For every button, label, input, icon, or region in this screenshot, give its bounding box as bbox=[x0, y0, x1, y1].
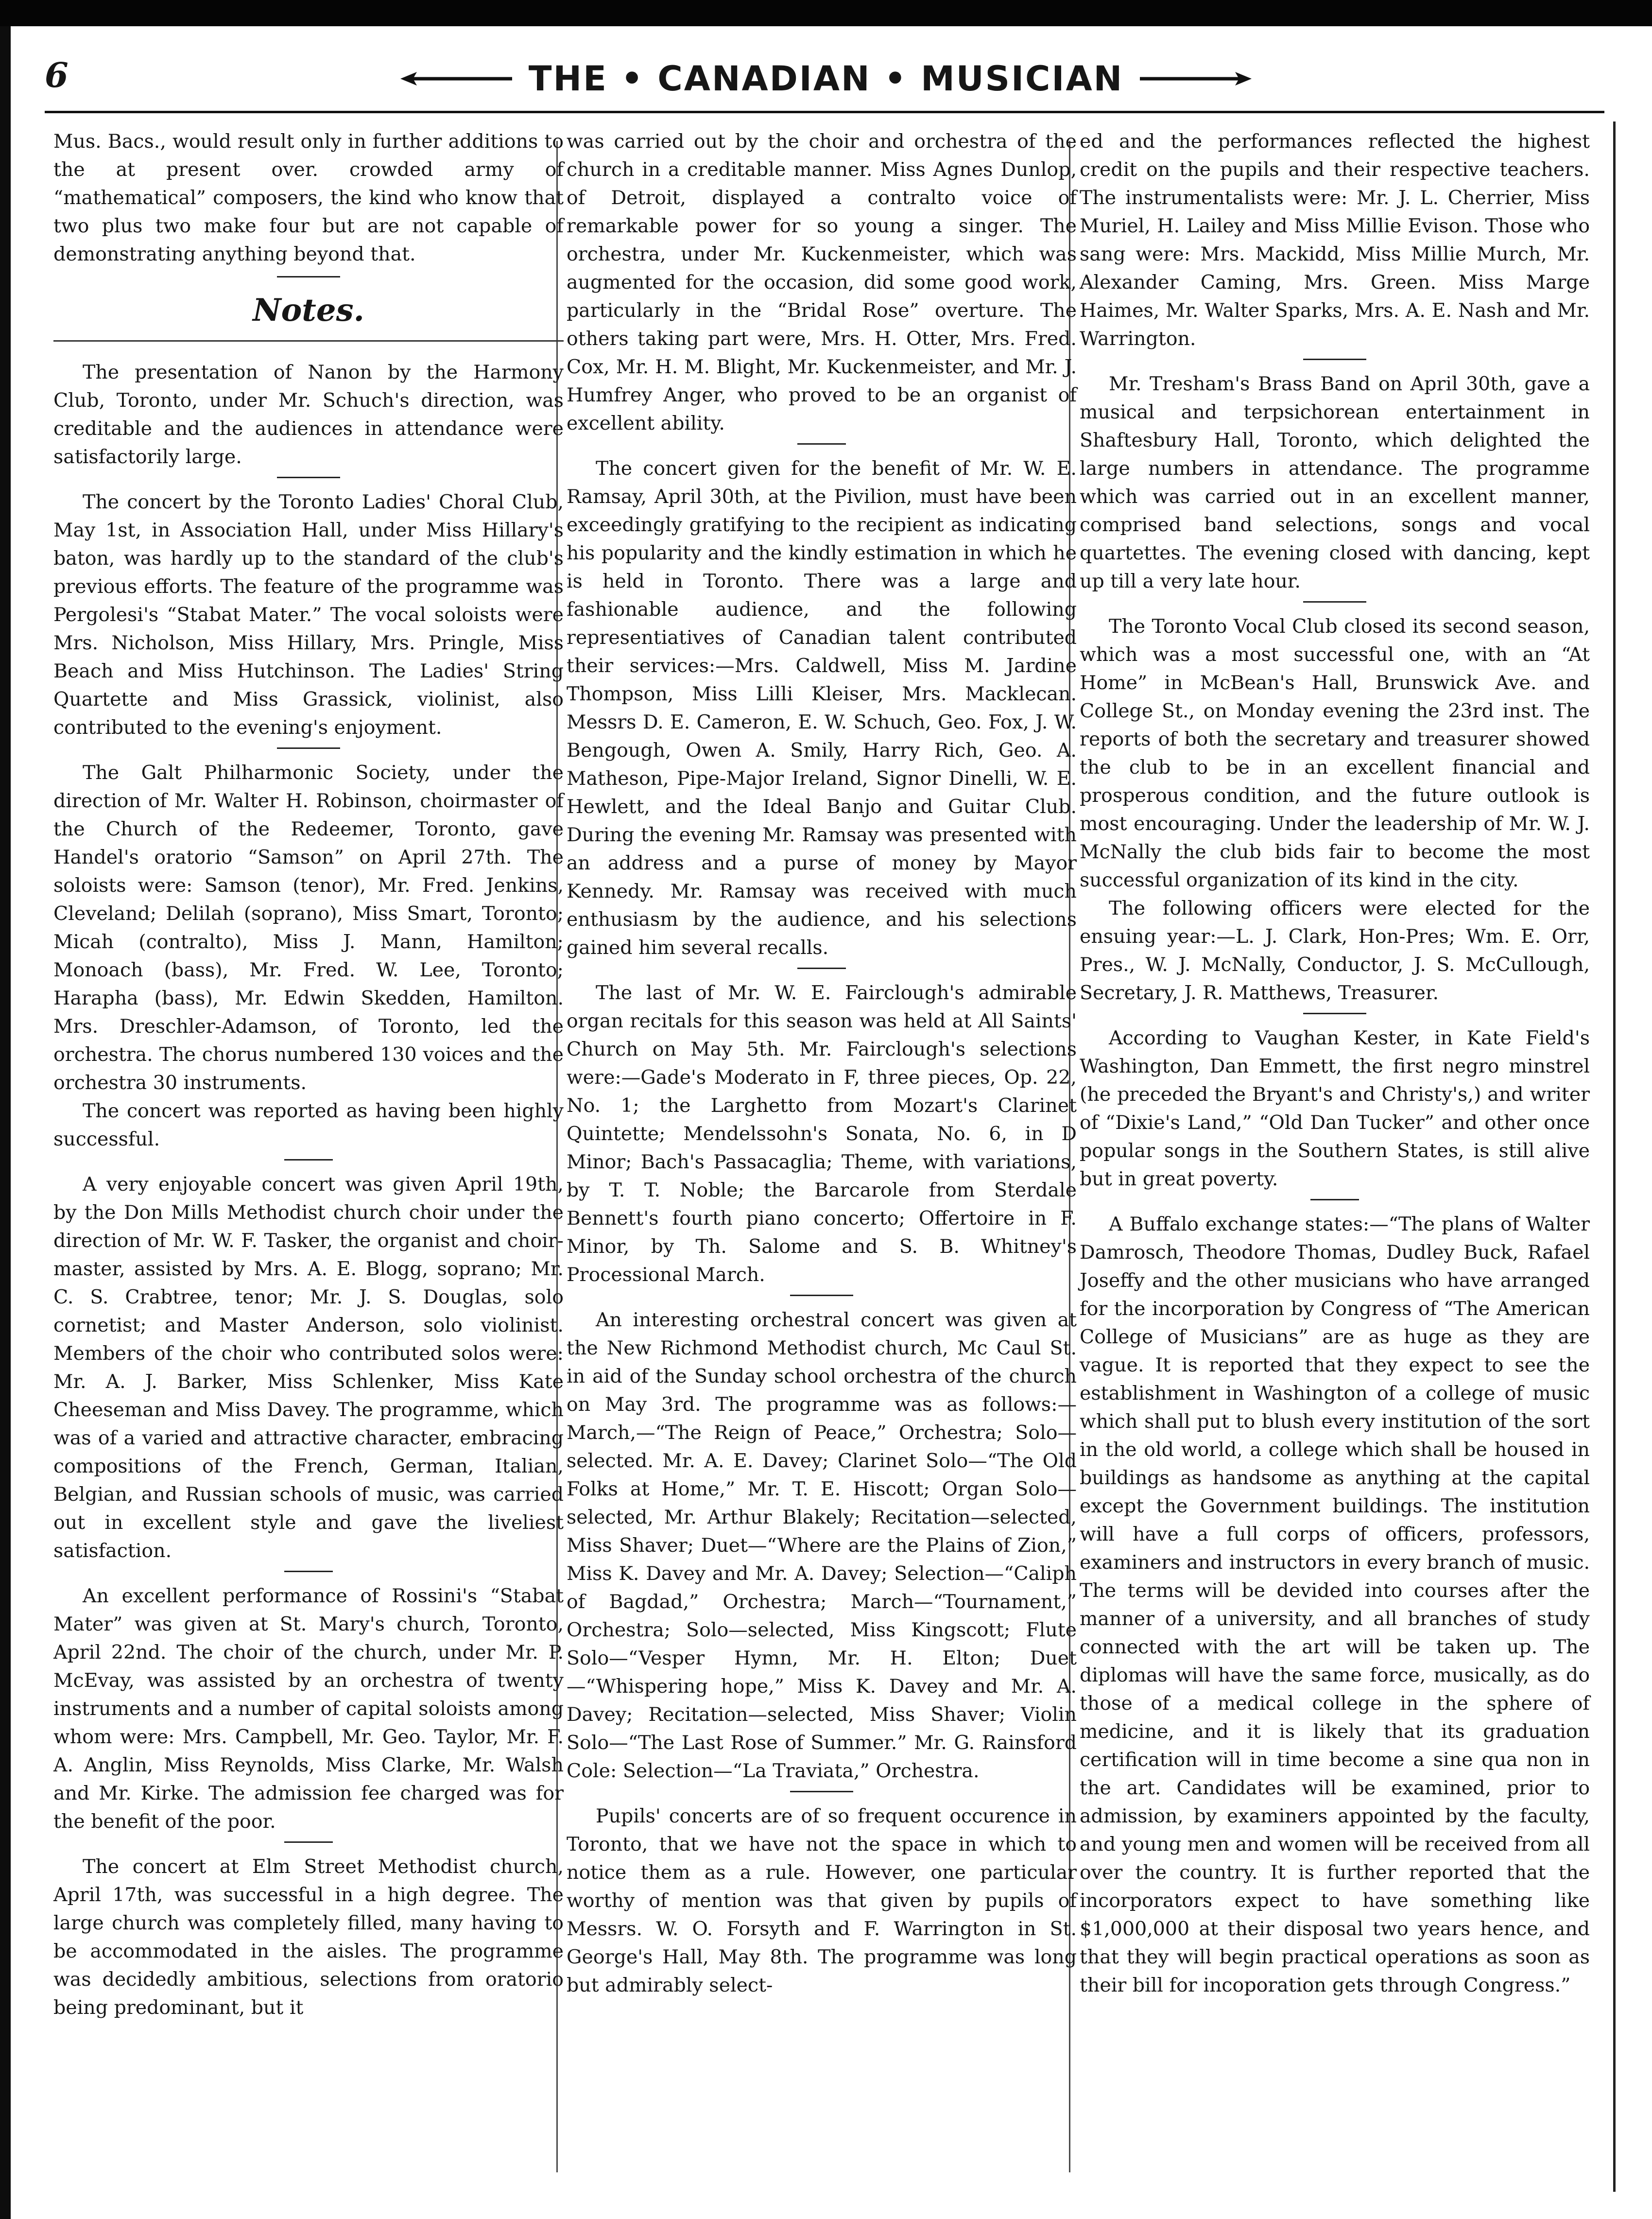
publication-title: THE • CANADIAN • MUSICIAN bbox=[528, 59, 1124, 99]
article-paragraph: The concert at Elm Street Methodist church, April 17th, was successful in a high degree. The large church was completely filled, many having to be accommodated in the aisles. The programme was decidedly ambitious, selections from oratorio being predominant, but it bbox=[53, 1855, 564, 2019]
article-paragraph: The concert by the Toronto Ladies' Choral Club, May 1st, in Association Hall, under Miss Hillary's baton, was hardly up to the standard of the club's previous efforts. The feature of the programme was Pergolesi's “Stabat Mater.” The vocal soloists were Mrs. Nicholson, Miss Hillary, Mrs. Pringle, Miss Beach and Miss Hutchinson. The Ladies' String Quartette and Miss Grassick, violinist, also contributed to the evening's enjoyment. bbox=[53, 491, 564, 739]
right-arrow-ornament bbox=[1140, 69, 1252, 88]
page-number: 6 bbox=[45, 55, 69, 95]
column-1 bbox=[53, 127, 564, 2022]
article-paragraph: The last of Mr. W. E. Fairclough's admirable organ recitals for this season was held at All Saints' Church on May 5th. Mr. Fairclough's selections were:—Gade's Moderato in F, three pieces, Op. 22, No. 1; the Larghetto from Mozart's Clarinet Quintette; Mendelssohn's Sonata, No. 6, in D Minor; Bach's Passacaglia; Theme, with variations, by T. T. Noble; the Barcarole from Sterdale Bennett's fourth piano concerto; Offertoire in F. Minor, by Th. Salome and S. B. Whitney's Processional March. bbox=[567, 982, 1077, 1286]
article-paragraph: The presentation of Nanon by the Harmony Club, Toronto, under Mr. Schuch's direction, was creditable and the audiences in attendance were satisfactorily large. bbox=[53, 361, 564, 468]
article-separator bbox=[284, 1841, 333, 1843]
article-separator bbox=[797, 968, 846, 969]
article-separator bbox=[790, 1295, 853, 1296]
article-separator bbox=[1303, 1013, 1366, 1014]
scan-top-border bbox=[0, 0, 1652, 26]
article-paragraph: An excellent performance of Rossini's “Stabat Mater” was given at St. Mary's church, Toronto, April 22nd. The choir of the church, under Mr. P. McEvay, was assisted by an orchestra of twenty instruments and a number of capital soloists among whom were: Mrs. Campbell, Mr. Geo. Taylor, Mr. F. A. Anglin, Miss Reynolds, Miss Clarke, Mr. Walsh and Mr. Kirke. The admission fee charged was for the benefit of the poor. bbox=[53, 1585, 564, 1833]
masthead bbox=[0, 54, 1652, 103]
article-separator bbox=[790, 1791, 853, 1792]
article-paragraph: was carried out by the choir and orchestra of the church in a creditable manner. Miss Agnes Dunlop, of Detroit, displayed a contralto voice of remarkable power for so young a singer. The orchestra, under Mr. Kuckenmeister, which was augmented for the occasion, did some good work, particularly in the “Bridal Rose” overture. The others taking part were, Mrs. H. Otter, Mrs. Fred. Cox, Mr. H. M. Blight, Mr. Kuckenmeister, and Mr. J. Humfrey Anger, who proved to be an organist of excellent ability. bbox=[567, 130, 1077, 434]
column-3 bbox=[1080, 127, 1590, 1999]
left-arrow-ornament bbox=[400, 69, 512, 88]
scan-left-border bbox=[0, 26, 11, 2219]
section-heading: Notes. bbox=[253, 292, 364, 329]
article-paragraph: The Toronto Vocal Club closed its second season, which was a most successful one, with an “At Home” in McBean's Hall, Brunswick Ave. and College St., on Monday evening the 23rd inst. The reports of both the secretary and treasurer showed the club to be in an excellent financial and prosperous condition, and the future outlook is most encouraging. Under the leadership of Mr. W. J. McNally the club bids fair to become the most successful organization of its kind in the city. bbox=[1080, 615, 1590, 891]
article-separator bbox=[1303, 359, 1366, 360]
column-2 bbox=[567, 127, 1077, 1999]
article-paragraph: According to Vaughan Kester, in Kate Field's Washington, Dan Emmett, the first negro minstrel (he preceded the Bryant's and Christy's,) and writer of “Dixie's Land,” “Old Dan Tucker” and other once popular songs in the Southern States, is still alive but in great poverty. bbox=[1080, 1027, 1590, 1190]
article-separator bbox=[277, 477, 340, 478]
article-separator bbox=[277, 276, 340, 277]
article-separator bbox=[797, 443, 846, 445]
article-separator bbox=[1310, 1199, 1359, 1200]
article-separator bbox=[284, 1159, 333, 1161]
article-paragraph: The Galt Philharmonic Society, under the direction of Mr. Walter H. Robinson, choirmaster of the Church of the Redeemer, Toronto, gave Handel's oratorio “Samson” on April 27th. The soloists were: Samson (tenor), Mr. Fred. Jenkins, Cleveland; Delilah (soprano), Miss Smart, Toronto; Micah (contralto), Miss J. Mann, Hamilton; Monoach (bass), Mr. Fred. W. Lee, Toronto; Harapha (bass), Mr. Edwin Skedden, Hamilton. Mrs. Dreschler-Adamson, of Toronto, led the orchestra. The chorus numbered 130 voices and the orchestra 30 instruments. bbox=[53, 762, 564, 1094]
article-paragraph: The following officers were elected for the ensuing year:—L. J. Clark, Hon-Pres; Wm. E. Orr, Pres., W. J. McNally, Conductor, J. S. McCullough, Secretary, J. R. Matthews, Treasurer. bbox=[1080, 897, 1590, 1004]
header-rule bbox=[45, 111, 1604, 113]
article-paragraph: Mus. Bacs., would result only in further additions to the at present over. crowded army of “mathematical” composers, the kind who know that two plus two make four but are not capable of demonstrating anything beyond that. bbox=[53, 130, 564, 265]
article-paragraph: The concert given for the benefit of Mr. W. E. Ramsay, April 30th, at the Pivilion, must have been exceedingly gratifying to the recipient as indicating his popularity and the kindly estimation in which he is held in Toronto. There was a large and fashionable audience, and the following representiatives of Canadian talent contributed their services:—Mrs. Caldwell, Miss M. Jardine Thompson, Miss Lilli Kleiser, Mrs. Macklecan. Messrs D. E. Cameron, E. W. Schuch, Geo. Fox, J. W. Bengough, Owen A. Smily, Harry Rich, Geo. A. Matheson, Pipe-Major Ireland, Signor Dinelli, W. E. Hewlett, and the Ideal Banjo and Guitar Club. During the evening Mr. Ramsay was presented with an address and a purse of money by Mayor Kennedy. Mr. Ramsay was received with much enthusiasm by the audience, and his selections gained him several recalls. bbox=[567, 457, 1077, 959]
article-paragraph: A very enjoyable concert was given April 19th, by the Don Mills Methodist church choir under the direction of Mr. W. F. Tasker, the organist and choir-master, assisted by Mrs. A. E. Blogg, soprano; Mr. C. S. Crabtree, tenor; Mr. J. S. Douglas, solo cornetist; and Master Anderson, solo violinist. Members of the choir who contributed solos were: Mr. A. J. Barker, Miss Schlenker, Miss Kate Cheeseman and Miss Davey. The programme, which was of a varied and attractive character, embracing compositions of the French, German, Italian, Belgian, and Russian schools of music, was carried out in excellent style and gave the liveliest satisfaction. bbox=[53, 1173, 564, 1562]
article-paragraph: ed and the performances reflected the highest credit on the pupils and their respective teachers. The instrumentalists were: Mr. J. L. Cherrier, Miss Muriel, H. Lailey and Miss Millie Evison. Those who sang were: Mrs. Mackidd, Miss Millie Murch, Mr. Alexander Caming, Mrs. Green. Miss Marge Haimes, Mr. Walter Sparks, Mrs. A. E. Nash and Mr. Warrington. bbox=[1080, 130, 1590, 350]
heading-rule bbox=[53, 340, 564, 342]
article-separator bbox=[277, 747, 340, 749]
article-paragraph: Pupils' concerts are of so frequent occurence in Toronto, that we have not the space in which to notice them as a rule. However, one particular worthy of mention was that given by pupils of Messrs. W. O. Forsyth and F. Warrington in St. George's Hall, May 8th. The programme was long but admirably select- bbox=[567, 1805, 1077, 1996]
article-paragraph: A Buffalo exchange states:—“The plans of Walter Damrosch, Theodore Thomas, Dudley Buck, Rafael Joseffy and the other musicians who have arranged for the incorporation by Congress of “The American College of Musicians” are as huge as they are vague. It is reported that they expect to see the establishment in Washington of a college of music which shall put to blush every institution of the sort in the old world, a college which shall be housed in buildings as handsome as anything at the capital except the Government buildings. The institution will have a full corps of officers, professors, examiners and instructors in every branch of music. The terms will be devided into courses after the manner of a university, and all branches of study connected with the art will be taken up. The diplomas will have the same force, musically, as do those of a medical college in the sphere of medicine, and it is likely that its graduation certification will in time become a sine qua non in the art. Candidates will be examined, prior to admission, by examiners appointed by the faculty, and young men and women will be received from all over the country. It is further reported that the incorporators expect to have something like $1,000,000 at their disposal two years hence, and that they will begin practical operations as soon as their bill for incoporation gets through Congress.” bbox=[1080, 1213, 1590, 1996]
article-separator bbox=[1303, 601, 1366, 603]
article-separator bbox=[284, 1571, 333, 1572]
article-paragraph: The concert was reported as having been highly successful. bbox=[53, 1100, 564, 1151]
article-paragraph: An interesting orchestral concert was given at the New Richmond Methodist church, Mc Caul St. in aid of the Sunday school orchestra of the church on May 3rd. The programme was as follows:—March,—“The Reign of Peace,” Orchestra; Solo—selected. Mr. A. E. Davey; Clarinet Solo—“The Old Folks at Home,” Mr. T. E. Hiscott; Organ Solo—selected, Mr. Arthur Blakely; Recitation—selected, Miss Shaver; Duet—“Where are the Plains of Zion,” Miss K. Davey and Mr. A. Davey; Selection—“Caliph of Bagdad,” Orchestra; March—“Tournament,” Orchestra; Solo—selected, Miss Kingscott; Flute Solo—“Vesper Hymn, Mr. H. Elton; Duet—“Whispering hope,” Miss K. Davey and Mr. A. Davey; Recitation—selected, Miss Shaver; Violin Solo—“The Last Rose of Summer.” Mr. G. Rainsford Cole: Selection—“La Traviata,” Orchestra. bbox=[567, 1309, 1077, 1782]
article-paragraph: Mr. Tresham's Brass Band on April 30th, gave a musical and terpsichorean entertainment in Shaftesbury Hall, Toronto, which delighted the large numbers in attendance. The programme which was carried out in an excellent manner, comprised band selections, songs and vocal quartettes. The evening closed with dancing, kept up till a very late hour. bbox=[1080, 373, 1590, 592]
page-edge-rule bbox=[1613, 121, 1616, 2192]
